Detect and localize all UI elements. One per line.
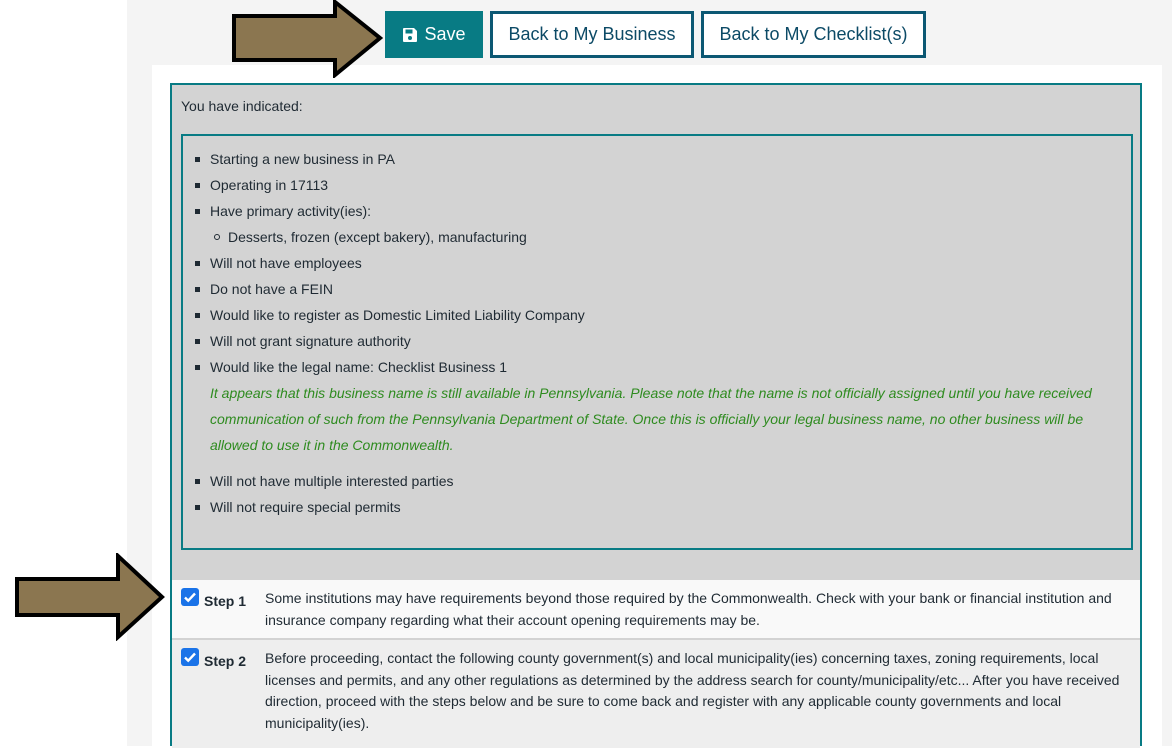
- list-item: Will not require special permits: [210, 494, 1100, 520]
- arrow-annotation-icon: [230, 0, 385, 78]
- save-button[interactable]: [385, 11, 483, 58]
- list-item: Would like to register as Domestic Limited Liability Company: [210, 302, 1100, 328]
- list-item: Will not have employees: [210, 250, 1100, 276]
- arrow-annotation-icon: [14, 553, 166, 641]
- back-to-my-checklists-button[interactable]: Back to My Checklist(s): [701, 11, 926, 58]
- step-2-label: Step 2: [204, 653, 247, 669]
- checkmark-icon: [181, 588, 199, 606]
- step-2-text: Before proceeding, contact the following county government(s) and local municipality(ies) concerning taxes, zoning requirements, local licenses and permits, and any other regulations as determined by the address search for county/municipality/etc... After you have received direction, proceed with the steps below and be sure to come back and register with any applicable county governments and local municipality(ies).: [265, 650, 1120, 731]
- list-item: Operating in 17113: [210, 172, 1100, 198]
- summary-heading: You have indicated:: [181, 98, 303, 114]
- step-row-2: [172, 640, 1140, 748]
- list-item: Starting a new business in PA: [210, 146, 1100, 172]
- sub-list-item: Desserts, frozen (except bakery), manufacturing: [210, 224, 1100, 250]
- list-item: Have primary activity(ies):: [210, 198, 1100, 224]
- checklist-box: [170, 83, 1142, 746]
- back-to-my-business-button[interactable]: Back to My Business: [490, 11, 694, 58]
- summary-list-box: [181, 134, 1133, 550]
- step-1-checkbox[interactable]: [181, 588, 199, 606]
- list-item: Would like the legal name: Checklist Business 1: [210, 354, 1100, 380]
- list-item: Will not grant signature authority: [210, 328, 1100, 354]
- save-label: Save: [424, 24, 466, 44]
- name-availability-note: It appears that this business name is still available in Pennsylvania. Please note that the name is not officially assigned until you have received communication of such from the Pennsylvania Department of State. Once this is officially your legal business name, no other business will be allowed to use it in the Commonwealth.: [210, 385, 1092, 453]
- step-1-text: Some institutions may have requirements beyond those required by the Commonwealth. Check with your bank or financial institution and insurance company regarding what their account opening requirements may be.: [265, 590, 1112, 628]
- summary-list: [210, 146, 1100, 520]
- list-item: Will not have multiple interested parties: [210, 468, 1100, 494]
- step-row-1: [172, 580, 1140, 638]
- step-1-label: Step 1: [204, 593, 247, 609]
- step-2-checkbox[interactable]: [181, 648, 199, 666]
- checkmark-icon: [181, 648, 199, 666]
- list-item: Do not have a FEIN: [210, 276, 1100, 302]
- floppy-disk-icon: [402, 27, 418, 43]
